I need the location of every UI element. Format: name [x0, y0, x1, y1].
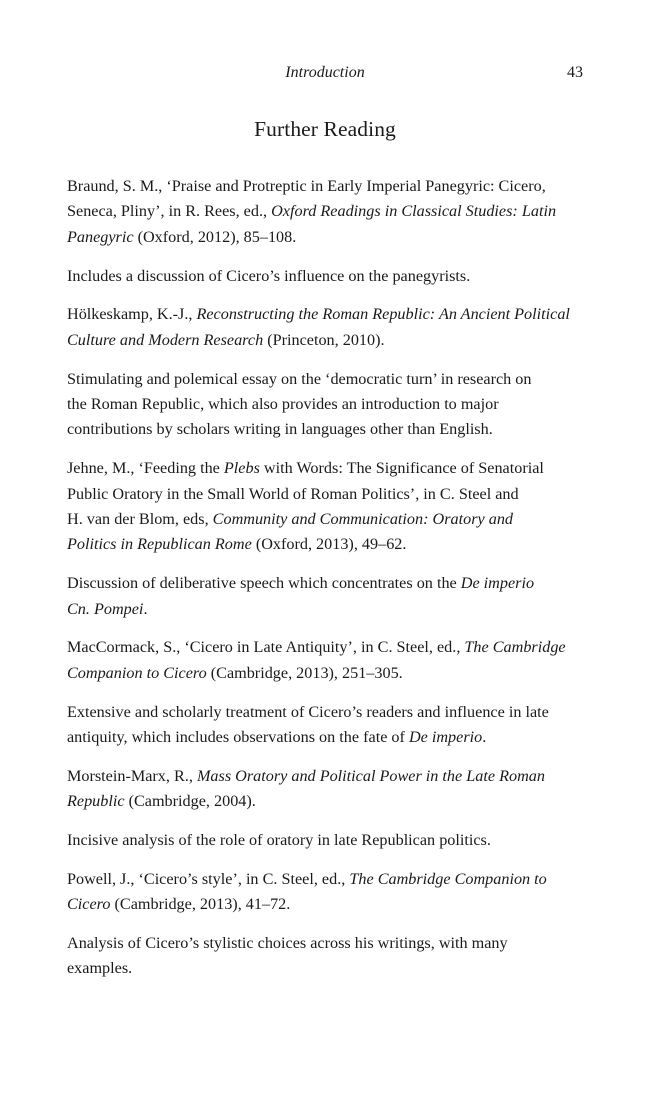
reading-list-entry	[67, 174, 587, 250]
text-segment: (Cambridge, 2013), 251–305.	[206, 663, 403, 682]
entry-line	[67, 482, 587, 507]
text-segment: (Cambridge, 2004).	[124, 792, 256, 811]
text-segment: Seneca, Pliny’, in R. Rees, ed.,	[67, 202, 272, 221]
italic-text-segment: De imperio	[460, 574, 535, 593]
text-segment: Analysis of Cicero’s stylistic choices across his writings, with many	[67, 934, 508, 953]
text-segment: Braund, S. M., ‘Praise and Protreptic in Early Imperial Panegyric: Cicero,	[67, 177, 546, 195]
entry-line	[67, 828, 587, 853]
entry-line	[67, 456, 587, 481]
entry-line	[67, 931, 587, 956]
text-segment: Includes a discussion of Cicero’s influence on the panegyrists.	[67, 266, 471, 285]
entry-line	[67, 956, 587, 981]
text-segment: antiquity, which includes observations on the fate of	[67, 728, 409, 747]
italic-text-segment: Cicero	[67, 895, 111, 914]
entry-line	[67, 764, 587, 789]
entry-line	[67, 507, 587, 532]
entry-line	[67, 725, 587, 750]
reading-list-entry	[67, 764, 587, 815]
italic-text-segment: Cn. Pompei	[67, 599, 144, 618]
italic-text-segment: Plebs	[223, 459, 260, 478]
entry-line	[67, 392, 587, 417]
entry-line	[67, 571, 587, 596]
entry-line	[67, 367, 587, 392]
italic-text-segment: Mass Oratory and Political Power in the Late Roman	[196, 766, 545, 785]
reading-list-entry	[67, 635, 587, 686]
entry-line	[67, 328, 587, 353]
entry-line	[67, 532, 587, 557]
running-title: Introduction	[285, 64, 365, 81]
text-segment: (Oxford, 2013), 49–62.	[251, 535, 407, 554]
running-head	[0, 64, 650, 88]
reading-list-entry	[67, 571, 587, 622]
italic-text-segment: The Cambridge Companion to	[349, 869, 547, 888]
italic-text-segment: Oxford Readings in Classical Studies: Latin	[271, 202, 557, 221]
italic-text-segment: Reconstructing the Roman Republic: An Ancient Political	[196, 305, 570, 324]
reading-list-entry	[67, 700, 587, 751]
text-segment: .	[482, 728, 487, 747]
entry-line	[67, 302, 587, 327]
text-segment: (Cambridge, 2013), 41–72.	[110, 895, 291, 914]
reading-list-entry	[67, 931, 587, 982]
text-segment: examples.	[67, 959, 133, 978]
reading-list-entry	[67, 867, 587, 918]
entry-line	[67, 661, 587, 686]
entry-line	[67, 700, 587, 725]
text-segment: Public Oratory in the Small World of Roman Politics’, in C. Steel and	[67, 484, 519, 503]
reading-list-entry	[67, 264, 587, 289]
italic-text-segment: Panegyric	[67, 227, 134, 246]
entry-line	[67, 597, 587, 622]
section-title: Further Reading	[254, 117, 396, 141]
entry-line	[67, 417, 587, 442]
reading-list-entry	[67, 302, 587, 353]
reading-list-entry	[67, 828, 587, 853]
text-segment: Stimulating and polemical essay on the ‘democratic turn’ in research on	[67, 369, 532, 388]
text-segment: with Words: The Significance of Senatorial	[259, 459, 544, 478]
entry-line	[67, 174, 587, 199]
text-segment: Morstein-Marx, R.,	[67, 766, 197, 785]
text-segment: H. van der Blom, eds,	[67, 510, 213, 529]
entry-line	[67, 635, 587, 660]
entry-line	[67, 264, 587, 289]
entry-line	[67, 867, 587, 892]
italic-text-segment: Republic	[67, 792, 125, 811]
text-segment: .	[143, 599, 148, 618]
italic-text-segment: The Cambridge	[464, 638, 566, 657]
entry-line	[67, 199, 587, 224]
page-number: 43	[567, 64, 583, 81]
text-segment: Powell, J., ‘Cicero’s style’, in C. Steel, ed.,	[67, 869, 350, 888]
italic-text-segment: Politics in Republican Rome	[67, 535, 252, 554]
reading-list-entry	[67, 456, 587, 558]
reading-list	[67, 174, 587, 995]
text-segment: Discussion of deliberative speech which concentrates on the	[67, 574, 461, 593]
italic-text-segment: De imperio	[408, 728, 483, 747]
text-segment: (Princeton, 2010).	[263, 330, 385, 349]
reading-list-entry	[67, 367, 587, 443]
text-segment: MacCormack, S., ‘Cicero in Late Antiquity’, in C. Steel, ed.,	[67, 638, 465, 657]
italic-text-segment: Companion to Cicero	[67, 663, 207, 682]
entry-line	[67, 892, 587, 917]
text-segment: Jehne, M., ‘Feeding the	[67, 459, 224, 478]
text-segment: Hölkeskamp, K.-J.,	[67, 305, 197, 324]
entry-line	[67, 225, 587, 250]
text-segment: the Roman Republic, which also provides an introduction to major	[67, 395, 499, 414]
text-segment: Incisive analysis of the role of oratory in late Republican politics.	[67, 831, 491, 850]
italic-text-segment: Culture and Modern Research	[67, 330, 264, 349]
text-segment: (Oxford, 2012), 85–108.	[133, 227, 297, 246]
text-segment: contributions by scholars writing in languages other than English.	[67, 420, 493, 439]
text-segment: Extensive and scholarly treatment of Cicero’s readers and influence in late	[67, 702, 549, 721]
entry-line	[67, 789, 587, 814]
italic-text-segment: Community and Communication: Oratory and	[212, 510, 514, 529]
